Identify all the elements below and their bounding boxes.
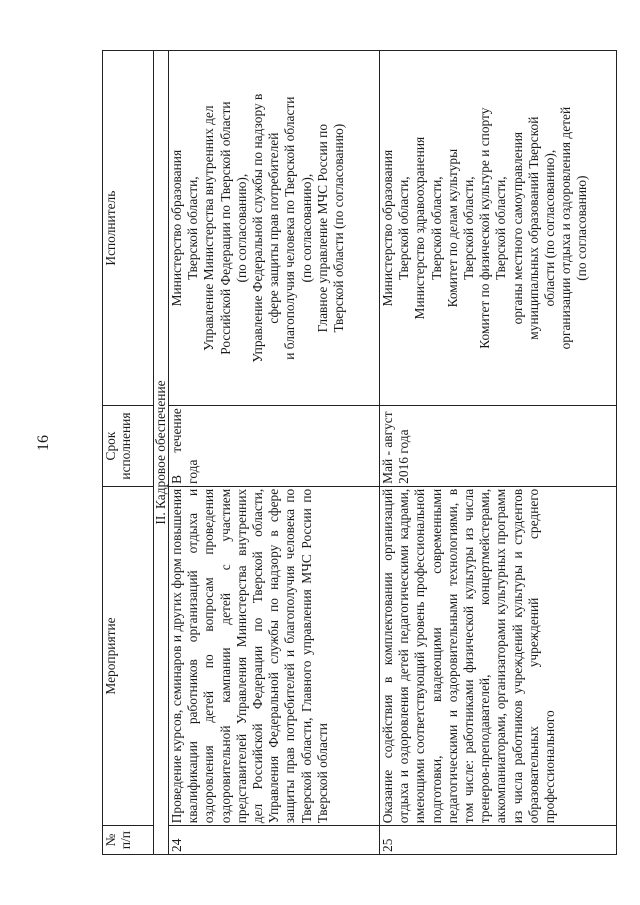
- executor-line: (по согласованию): [574, 175, 590, 281]
- section-title: II. Кадровое обеспечение: [154, 51, 169, 855]
- executor-line: Министерство образования: [380, 149, 395, 307]
- header-executor: Исполнитель: [103, 51, 154, 406]
- row-term: Май - август 2016 года: [380, 406, 617, 487]
- executor-line: Тверской области (по согласованию): [331, 123, 347, 333]
- executor-line: и благополучия человека по Тверской области: [282, 96, 298, 360]
- header-num: № п/п: [103, 826, 154, 855]
- table-row: [380, 51, 617, 855]
- row-activity: Проведение курсов, семинаров и других форм повышения квалификации работников организаций отдыха и оздоровления детей по вопросам проведения оздоровительной кампании детей с участием представителей Управления Министерства внутренних дел Российской Федерации по Тверской области, Управления Федеральной службы по надзору в сфере защиты прав потребителей и благополучия человека по Тверской области, Главного управления МЧС России по Тверской области: [169, 486, 380, 825]
- executor-line: муниципальных образований Тверской: [525, 116, 541, 340]
- row-term: В течение года: [169, 406, 380, 487]
- executor-line: Комитет по делам культуры: [444, 148, 460, 308]
- executor-line: Управление Министерства внутренних дел: [201, 105, 217, 351]
- executor-line: организации отдыха и оздоровления детей: [558, 106, 574, 350]
- executor-line: органы местного самоуправления: [509, 131, 525, 325]
- row-number: 25: [380, 826, 617, 855]
- table-row: [169, 51, 380, 855]
- activities-table: [102, 50, 617, 855]
- executor-line: (по согласованию),: [233, 173, 249, 283]
- row-executor: [380, 51, 617, 406]
- executor-line: Тверской области,: [461, 176, 477, 280]
- row-activity: Оказание содействия в комплектовании организаций отдыха и оздоровления детей педагогическими кадрами, имеющими соответствующий уровень профессиональной подготовки, владеющими современными педагогическими и оздоровительными технологиями, в том числе: работниками физической культуры из числа тренеров-преподавателей, концертмейстерами, аккомпаниаторами, организаторами культурных программ из числа работников учреждений культуры и студентов образовательных учреждений среднего профессионального: [380, 486, 617, 825]
- row-executor: [169, 51, 380, 406]
- page-number: 16: [35, 435, 52, 451]
- row-number: 24: [169, 826, 380, 855]
- executor-line: Министерство здравоохранения: [412, 136, 428, 320]
- executor-line: Тверской области,: [185, 176, 201, 280]
- header-activity: Мероприятие: [103, 486, 154, 825]
- executor-line: (по согласованию),: [298, 173, 314, 283]
- executor-line: Тверской области,: [493, 176, 509, 280]
- executor-line: Управление Федеральной службы по надзору в: [250, 93, 266, 363]
- executor-line: Главное управление МЧС России по: [314, 123, 330, 333]
- header-term: Срок исполнения: [103, 406, 154, 487]
- executor-line: Тверской области,: [428, 176, 444, 280]
- executor-line: Комитет по физической культуре и спорту: [477, 107, 493, 349]
- executor-line: Российской Федерации по Тверской области: [217, 101, 233, 355]
- rotated-table-container: [102, 50, 617, 855]
- section-row: [154, 51, 169, 855]
- executor-line: Министерство образования: [169, 149, 184, 307]
- table-header-row: [103, 51, 154, 855]
- executor-line: области (по согласованию),: [542, 149, 558, 307]
- executor-line: сфере защиты прав потребителей: [266, 132, 282, 324]
- executor-line: Тверской области,: [396, 176, 412, 280]
